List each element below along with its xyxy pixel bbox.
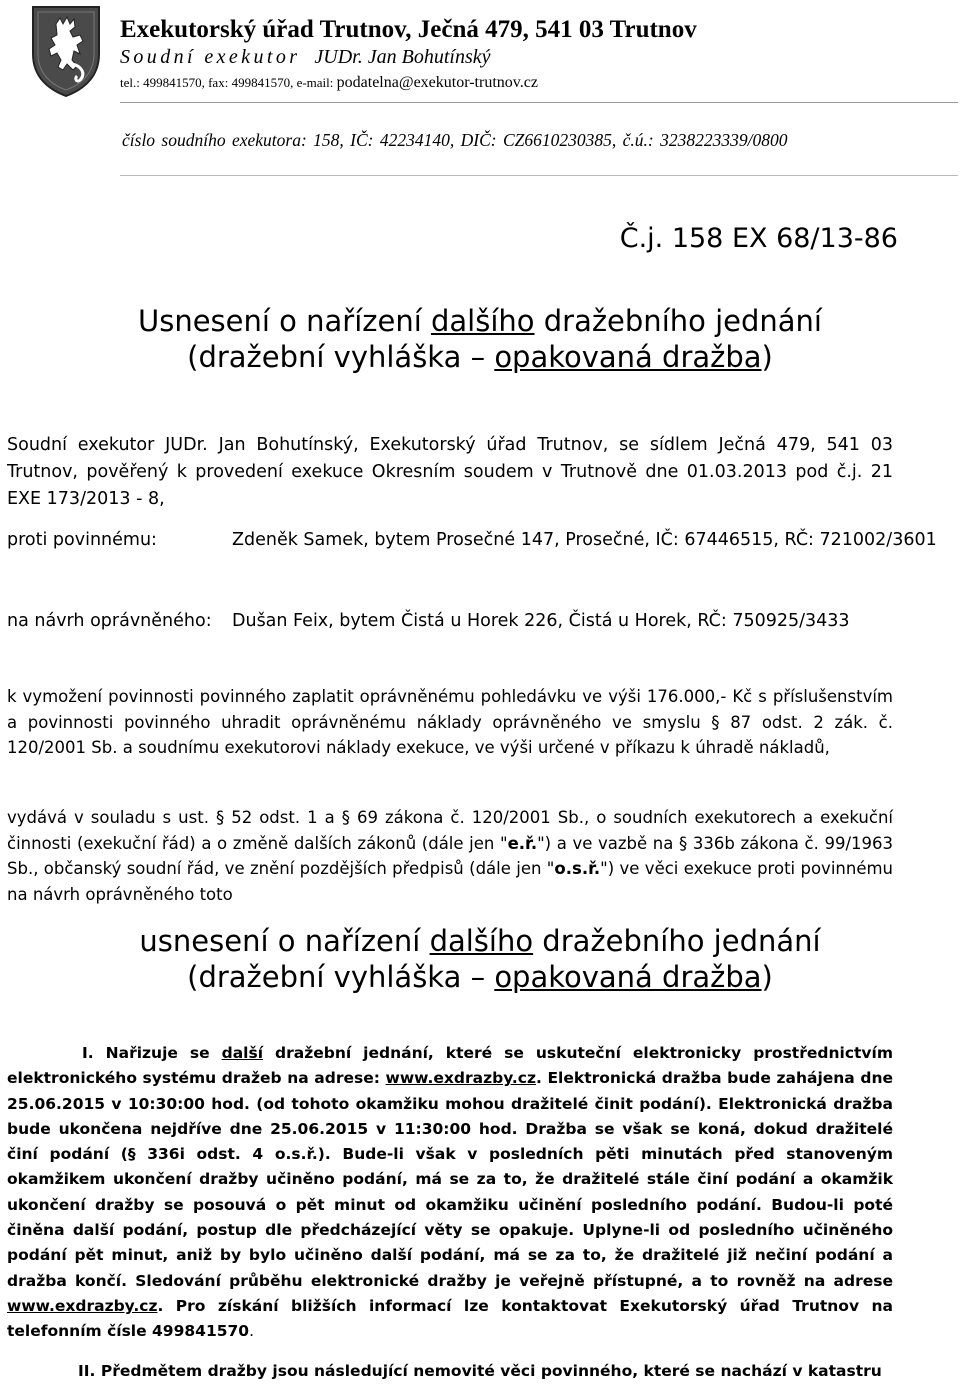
officer-name: JUDr. Jan Bohutínský [314,46,491,68]
officer-line [120,46,490,69]
resolution-title-line-2: (dražební vyhláška – opakovaná dražba) [187,960,773,994]
resolution-title [0,923,960,995]
claim-paragraph: k vymožení povinnosti povinného zaplatit oprávněnému pohledávku ve výši 176.000,- Kč s příslušenstvím a povinnosti povinného uhradit oprávněnému náklady oprávněného ve smyslu § 87 odst. 2 zák. č. 120/2001 Sb. a soudnímu exekutorovi náklady exekuce, ve výši určené v příkazu k úhradě nákladů, [7,687,893,757]
resolution-title-line-1: usnesení o nařízení dalšího dražebního jednání [139,924,821,958]
auction-website-link-2[interactable]: www.exdrazby.cz [7,1296,158,1315]
document-title-line-1: Usnesení o nařízení dalšího dražebního jednání [138,304,822,338]
section-1-numeral: I. [82,1044,94,1062]
creditor-label: na návrh oprávněného: [7,611,212,631]
contact-line [120,74,538,92]
office-title: Exekutorský úřad Trutnov, Ječná 479, 541 03 Trutnov [120,16,697,43]
header-divider [120,102,958,103]
debtor-label: proti povinnému: [7,530,157,550]
document-title [0,303,960,375]
section-2-paragraph: II. Předmětem dražby jsou následující nemovité věci povinného, které se nachází v katastru [78,1362,882,1380]
debtor-value: Zdeněk Samek, bytem Prosečné 147, Prosečné, IČ: 67446515, RČ: 721002/3601 [232,530,937,550]
creditor-value: Dušan Feix, bytem Čistá u Horek 226, Čistá u Horek, RČ: 750925/3433 [232,611,850,631]
contact-email: podatelna@exekutor-trutnov.cz [336,74,538,91]
registration-ids: číslo soudního exekutora: 158, IČ: 42234140, DIČ: CZ6610230385, č.ú.: 3238223339/0800 [122,130,788,150]
header-divider-2 [120,175,958,176]
auction-website-link[interactable]: www.exdrazby.cz [385,1069,536,1088]
coat-of-arms-logo [30,4,102,98]
case-number: Č.j. 158 EX 68/13-86 [619,223,898,254]
role-label: Soudní exekutor [120,46,301,68]
issuance-paragraph: vydává v souladu s ust. § 52 odst. 1 a § 69 zákona č. 120/2001 Sb., o soudních exekutorech a exekuční činnosti (exekuční řád) a o změně dalších zákonů (dále jen "e.ř.") a ve vazbě na § 336b zákona č. 99/1963 Sb., občanský soudní řád, ve znění pozdějších předpisů (dále jen "o.s.ř.") ve věci exekuce proti povinnému na návrh oprávněného toto [7,808,894,904]
contact-phones: tel.: 499841570, fax: 499841570, e-mail: [120,75,337,90]
section-2-numeral: II. [78,1362,96,1380]
document-title-line-2: (dražební vyhláška – opakovaná dražba) [187,340,773,374]
intro-paragraph: Soudní exekutor JUDr. Jan Bohutínský, Exekutorský úřad Trutnov, se sídlem Ječná 479, 541 03 Trutnov, pověřený k provedení exekuce Okresním soudem v Trutnově dne 01.03.2013 pod č.j. 21 EXE 173/2013 - 8, [7,435,893,509]
section-1-paragraph: I. Nařizuje se další dražební jednání, které se uskuteční elektronicky prostřednictvím elektronického systému dražeb na adrese: www.exdrazby.cz. Elektronická dražba bude zahájena dne 25.06.2015 v 10:30:00 hod. (od tohoto okamžiku mohou dražitelé činit podání). Elektronická dražba bude ukončena nejdříve dne 25.06.2015 v 11:30:00 hod. Dražba se však se koná, dokud dražitelé činí podání (§ 336i odst. 4 o.s.ř.). Bude-li však v posledních pěti minutách před stanoveným okamžikem ukončení dražby učiněno podání, má se za to, že dražitelé stále činí podání a okamžik ukončení dražby se posouvá o pět minut od okamžiku učinění posledního podání. Budou-li poté činěna další podání, postup dle předcházející věty se opakuje. Uplyne-li od posledního učiněného podání pět minut, aniž by bylo učiněno další podání, má se za to, že dražitelé již nečiní podání a dražba končí. Sledování průběhu elektronické dražby je veřejně přístupné, a to rovněž na adrese www.exdrazby.cz. Pro získání bližších informací lze kontaktovat Exekutorský úřad Trutnov na telefonním čísle 499841570. [7,1044,893,1341]
